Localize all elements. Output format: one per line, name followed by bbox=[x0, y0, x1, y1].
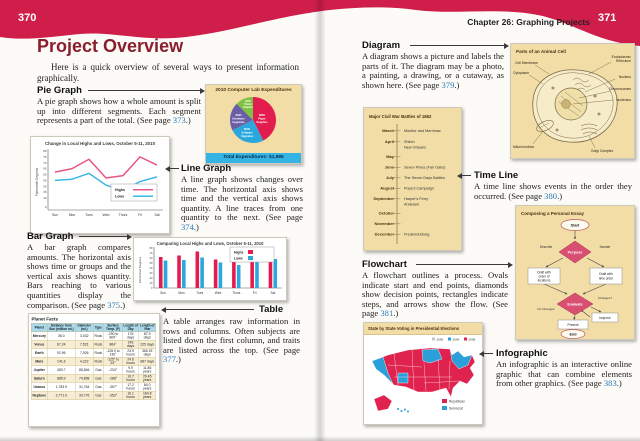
y-tick: 30 bbox=[149, 272, 153, 275]
planet-table-header: Diameter (mi.) bbox=[75, 323, 93, 332]
cell-distance: 1,783.9 bbox=[47, 383, 75, 392]
see-page: (See page bbox=[405, 79, 442, 90]
cell-temp: -288° bbox=[104, 374, 123, 383]
pie-body: A pie graph shows how a whole amount is split up into different segments. Each segment represents a part of the total. bbox=[37, 96, 201, 126]
table-body: A table arranges raw information in rows and columns. Often subjects are listed down the first column, and traits are listed across the top. bbox=[163, 316, 300, 355]
bar-lows-mon bbox=[182, 260, 186, 288]
year-label[interactable]: 2004 bbox=[452, 337, 460, 342]
cell-type: Rock bbox=[93, 357, 103, 366]
cell-type: Rock bbox=[93, 332, 103, 341]
pie-chart-card bbox=[205, 84, 302, 164]
timeline-card bbox=[363, 107, 462, 251]
cell-planet: Neptune bbox=[31, 391, 47, 400]
timeline-events bbox=[404, 129, 446, 237]
flowchart-title: Composing a Personal Essay bbox=[521, 211, 585, 216]
y-tick: 80 bbox=[149, 247, 153, 250]
pie-label: $250 bbox=[245, 100, 251, 103]
timeline-month: May bbox=[386, 154, 394, 159]
timeline-event: Pope's Campaign bbox=[404, 186, 434, 191]
year-label[interactable]: 2000 bbox=[436, 337, 444, 342]
cell-diameter: 7,521 bbox=[75, 340, 93, 349]
cell-temp: 864° bbox=[104, 340, 123, 349]
y-tick: 75 bbox=[43, 154, 47, 159]
year-swatch[interactable] bbox=[432, 338, 435, 341]
line-paragraph bbox=[181, 175, 303, 233]
republican-swatch bbox=[442, 399, 447, 403]
bar-lows-sun bbox=[164, 261, 168, 289]
section-heading-table: Table bbox=[259, 304, 284, 315]
leader-line-graph bbox=[170, 168, 179, 169]
timeline-body: A time line shows events in the order they occurred. bbox=[474, 181, 632, 201]
cell-diameter: 30,776 bbox=[75, 391, 93, 400]
cell-planet: Uranus bbox=[31, 383, 47, 392]
animal-cell-diagram bbox=[511, 44, 634, 158]
infographic-card bbox=[363, 322, 483, 425]
timeline-month: December bbox=[374, 231, 394, 237]
bar-body: A bar graph compares amounts. The horizontal axis shows time or groups and the vertical axis shows quantity. Bars reaching to various quantities display the comparison. bbox=[27, 242, 131, 310]
x-tick: Tues bbox=[196, 291, 204, 295]
table-row bbox=[31, 332, 156, 341]
x-tick: Tues bbox=[85, 213, 93, 217]
cell-year: 84.0 years bbox=[139, 383, 156, 392]
legend-label: Highs bbox=[115, 188, 125, 192]
year-swatch[interactable] bbox=[464, 338, 467, 341]
page-link-375[interactable]: 375 bbox=[107, 299, 121, 310]
timeline-month: October bbox=[378, 210, 394, 216]
planet-table-header: Type bbox=[93, 323, 103, 332]
pie-paragraph bbox=[37, 97, 201, 126]
bar-highs-mon bbox=[177, 256, 181, 289]
planet-table-body bbox=[31, 332, 156, 400]
chapter-header: Chapter 26: Graphing Projects bbox=[467, 17, 590, 27]
pie-label: $850 bbox=[259, 114, 265, 117]
legend-label: Highs bbox=[234, 250, 244, 255]
cell-day: 24.6 hours bbox=[122, 357, 138, 366]
line-chart bbox=[31, 137, 169, 233]
map-hawaii bbox=[397, 408, 409, 413]
table-paragraph bbox=[163, 317, 300, 365]
flowchart-purpose-label: Purpose bbox=[567, 250, 583, 255]
cell-drawing bbox=[533, 70, 617, 142]
page-link-380[interactable]: 380 bbox=[544, 190, 558, 201]
see-page: (See page bbox=[137, 115, 173, 126]
planet-table-header: Distance from Sun (million mi.) bbox=[49, 324, 74, 331]
cell-distance: 483.7 bbox=[47, 366, 75, 375]
timeline-months bbox=[373, 128, 394, 237]
planet-table bbox=[31, 323, 156, 400]
planet-table-header: Surface Temp. (F) bbox=[104, 323, 123, 332]
flowchart-changes-label: Changes? bbox=[597, 296, 613, 300]
timeline-month: April bbox=[384, 139, 394, 144]
flowchart-end-label: End bbox=[569, 332, 577, 337]
timeline-month: September bbox=[373, 196, 394, 201]
map-southwest-democrat bbox=[398, 373, 408, 383]
pie-label: Paper bbox=[258, 117, 266, 121]
us-election-map bbox=[364, 335, 482, 425]
cell-label-chromosomes: Chromosomes bbox=[608, 87, 631, 91]
see-page: (See page bbox=[568, 378, 604, 389]
page-gutter bbox=[314, 0, 326, 441]
year-label[interactable]: 2008 bbox=[468, 337, 476, 342]
leader-infographic bbox=[484, 353, 493, 354]
timeline-event: Seven Pines (Fair Oaks) bbox=[404, 165, 446, 170]
table-row bbox=[31, 349, 156, 358]
see-page-end: .) bbox=[616, 378, 622, 389]
line-chart-card bbox=[30, 136, 170, 234]
bar-highs-wed bbox=[214, 260, 218, 289]
section-heading-time-line: Time Line bbox=[474, 170, 519, 181]
page-link-377[interactable]: 377 bbox=[163, 354, 176, 365]
table-row bbox=[31, 357, 156, 366]
bar-lows-thurs bbox=[237, 265, 241, 288]
map-alaska bbox=[374, 395, 392, 411]
timeline-event: Harper's Ferry bbox=[404, 197, 429, 201]
see-page: (See page bbox=[71, 299, 108, 310]
timeline-event: New Orleans bbox=[404, 145, 426, 150]
flowchart-figure bbox=[516, 206, 634, 339]
flowchart-draft-left-line: Draft with bbox=[537, 270, 551, 275]
republican-label: Republican bbox=[449, 399, 465, 404]
y-tick: 20 bbox=[149, 277, 153, 280]
cell-type: Gas bbox=[93, 366, 103, 375]
flowchart-draft-right-line: time order bbox=[598, 276, 614, 281]
planet-table-title: Planet Facts bbox=[31, 316, 59, 322]
table-row bbox=[31, 383, 156, 392]
pie-chart bbox=[229, 96, 277, 144]
cell-diameter: 4,222 bbox=[75, 357, 93, 366]
section-heading-flowchart: Flowchart bbox=[362, 259, 407, 270]
map-year-legend bbox=[432, 337, 476, 341]
cell-type: Gas bbox=[93, 391, 103, 400]
cell-label-er: Endoplasmic bbox=[611, 55, 631, 59]
pie-label: Printer bbox=[244, 103, 252, 106]
x-tick: Fri bbox=[252, 291, 257, 295]
cell-distance: 885.9 bbox=[47, 374, 75, 383]
diagram-body: A diagram shows a picture and labels the parts of it. The diagram may be a photo, a painting, a drawing, or a cutaway, as shown here. bbox=[362, 51, 504, 90]
line-series-highs bbox=[55, 157, 157, 178]
cell-distance: 141.6 bbox=[47, 357, 75, 366]
bar-chart bbox=[134, 238, 286, 300]
timeline-event: The Seven Days Battles bbox=[404, 176, 445, 180]
pie-label: Supplies bbox=[256, 121, 268, 124]
y-tick: 60 bbox=[43, 172, 47, 177]
cell-day: 23.9 hours bbox=[122, 349, 138, 358]
cell-day: 9.9 hours bbox=[122, 366, 138, 375]
cell-type: Rock bbox=[93, 340, 103, 349]
intro-paragraph: Here is a quick overview of several ways to present information graphically. bbox=[37, 62, 299, 83]
y-tick: 0 bbox=[151, 287, 153, 290]
cell-year: 365.25 days bbox=[139, 349, 156, 358]
legend-label: Lows bbox=[115, 194, 125, 199]
flowchart-evaluate-label: Evaluate bbox=[567, 302, 583, 307]
cell-diameter: 31,764 bbox=[75, 383, 93, 392]
cell-label-nucleus: Nucleus bbox=[618, 75, 631, 79]
y-tick: 70 bbox=[149, 252, 153, 255]
year-swatch[interactable] bbox=[448, 338, 451, 341]
cell-day: 243 days bbox=[122, 340, 138, 349]
timeline-month: June bbox=[384, 164, 394, 170]
flowchart-shapes bbox=[528, 220, 622, 339]
section-heading-diagram: Diagram bbox=[362, 40, 401, 51]
pie-label: Hardware bbox=[232, 117, 245, 121]
timeline-figure bbox=[364, 108, 461, 250]
cell-year: 29.45 years bbox=[139, 374, 156, 383]
flowchart-no-changes-label: No Changes bbox=[537, 307, 555, 311]
cell-label-membrane: Cell Membrane bbox=[515, 61, 538, 65]
x-tick: Sun bbox=[160, 291, 166, 295]
leader-table bbox=[166, 309, 254, 310]
cell-day: 16.1 hours bbox=[122, 391, 138, 400]
cell-diameter: 3,032 bbox=[75, 332, 93, 341]
page-link-379[interactable]: 379 bbox=[441, 79, 455, 90]
x-tick: Thurs bbox=[232, 291, 241, 295]
cell-label-cytoplasm: Cytoplasm bbox=[513, 71, 530, 75]
cell-year: 225 days bbox=[139, 340, 156, 349]
flowchart-body: A flowchart outlines a process. Ovals indicate start and end points, diamonds show decision points, rectangles indicate steps, and arrows show the flow. bbox=[362, 270, 508, 309]
pie-label: $395 bbox=[235, 114, 242, 117]
leader-pie bbox=[88, 90, 200, 91]
timeline-month: March bbox=[382, 128, 394, 133]
cell-planet: Earth bbox=[31, 349, 47, 358]
y-tick: 60 bbox=[149, 257, 153, 260]
y-tick: 40 bbox=[149, 267, 153, 270]
line-chart-title: Change in Local Highs and Lows, October 5-11, 2010 bbox=[44, 141, 156, 146]
bar-lows-wed bbox=[219, 263, 223, 289]
pie-label: Supplies bbox=[243, 106, 253, 109]
planet-table-header: Length of Year bbox=[140, 324, 155, 331]
see-page: (See page bbox=[362, 298, 508, 319]
democrat-swatch bbox=[442, 406, 447, 410]
cell-temp: -290 to 800° bbox=[104, 332, 123, 341]
x-tick: Thurs bbox=[118, 213, 128, 217]
pie-chart-title: 2010 Computer Lab Expenditures bbox=[215, 88, 292, 93]
map-title: State by State Voting in Presidential Elections bbox=[364, 323, 482, 335]
x-tick: Mon bbox=[68, 213, 76, 217]
animal-cell-card bbox=[510, 43, 635, 159]
cell-label-nucleolus: Nucleolus bbox=[616, 98, 631, 102]
see-page: (See page bbox=[508, 190, 545, 201]
flowchart-paragraph bbox=[362, 271, 508, 319]
see-page-end: .) bbox=[120, 299, 126, 310]
legend-label: Lows bbox=[234, 256, 243, 261]
map-party-legend bbox=[442, 399, 465, 411]
see-page: (See page bbox=[263, 344, 300, 355]
cell-diameter: 7,926 bbox=[75, 349, 93, 358]
y-tick: 55 bbox=[43, 178, 47, 183]
x-tick: Sat bbox=[154, 213, 160, 217]
planet-table-header-row bbox=[31, 323, 156, 332]
democrat-label: Democrat bbox=[449, 406, 463, 411]
table-row bbox=[31, 366, 156, 375]
bar-highs-tues bbox=[196, 252, 200, 289]
cell-type: Rock bbox=[93, 349, 103, 358]
cell-label-er2: Reticulum bbox=[615, 59, 631, 63]
x-tick: Wed bbox=[102, 213, 110, 217]
timeline-event: Monitor and Merrimac bbox=[404, 129, 441, 133]
cell-day: 10.7 hours bbox=[122, 374, 138, 383]
bar-lows-sat bbox=[273, 259, 277, 288]
diagram-paragraph bbox=[362, 52, 504, 90]
flowchart-improve-label: Improve bbox=[599, 315, 611, 320]
page-title: Project Overview bbox=[37, 36, 184, 56]
bar-lows-tues bbox=[200, 258, 204, 289]
cell-planet: Mars bbox=[31, 357, 47, 366]
bar-chart-ylabel: Fahrenheit Degrees bbox=[138, 256, 142, 284]
see-page-end: .) bbox=[454, 79, 460, 90]
timeline-month: November bbox=[374, 221, 394, 226]
bar-paragraph bbox=[27, 243, 131, 310]
section-heading-infographic: Infographic bbox=[496, 348, 548, 359]
see-page-end: .) bbox=[557, 190, 563, 201]
infographic-body: An infographic is an interactive online graphic that can combine elements from other graphics. bbox=[496, 359, 632, 389]
leader-diagram bbox=[410, 45, 504, 46]
leader-flowchart bbox=[416, 264, 508, 265]
cell-type: Gas bbox=[93, 374, 103, 383]
cell-diagram-title: Parts of an Animal Cell bbox=[516, 49, 566, 54]
legend-swatch bbox=[248, 250, 253, 254]
cell-distance: 92.96 bbox=[47, 349, 75, 358]
planet-facts-card bbox=[28, 313, 160, 427]
see-page-end: .) bbox=[185, 115, 191, 126]
y-tick: 10 bbox=[149, 282, 153, 285]
pie-label: Upgrades bbox=[232, 121, 245, 124]
legend-swatch bbox=[248, 256, 253, 260]
timeline-event: Shiloh bbox=[404, 140, 415, 144]
cell-year: 687 days bbox=[139, 357, 156, 366]
pie-label: Software bbox=[241, 131, 253, 135]
flowchart-draft-left-line: locations bbox=[537, 278, 551, 283]
cell-label-mitochondrion: Mitochondrion bbox=[513, 145, 535, 149]
x-tick: Sat bbox=[270, 291, 276, 295]
cell-temp: -128.9 to 136° bbox=[104, 349, 123, 358]
cell-year: 164.8 years bbox=[139, 391, 156, 400]
line-body: A line graph shows changes over time. The horizontal axis shows time and the vertical axis shows quantity. A line traces from one quantity to the next. bbox=[181, 174, 303, 223]
flowchart-present-label: Present bbox=[567, 322, 579, 327]
table-row bbox=[31, 340, 156, 349]
timeline-paragraph bbox=[474, 182, 632, 201]
line-chart-ylabel: Fahrenheit Degrees bbox=[35, 167, 39, 197]
bar-lows-fri bbox=[255, 261, 259, 288]
y-tick: 45 bbox=[43, 190, 47, 195]
pie-label: $500 bbox=[244, 128, 250, 131]
see-page-end: .) bbox=[175, 354, 181, 365]
page-link-383[interactable]: 383 bbox=[603, 378, 617, 389]
flowchart-start-label: Start bbox=[570, 223, 580, 228]
bar-highs-sun bbox=[159, 257, 163, 288]
planet-table-header: Length of Day bbox=[123, 324, 138, 331]
timeline-title: Major Civil War Battles of 1862 bbox=[369, 114, 432, 119]
bar-highs-thurs bbox=[232, 259, 236, 289]
cell-year: 87.9 days bbox=[139, 332, 156, 341]
y-tick: 70 bbox=[43, 160, 47, 165]
cell-year: 11.86 years bbox=[139, 366, 156, 375]
cell-temp: -125° to 23° bbox=[104, 357, 123, 366]
timeline-month: August bbox=[380, 185, 394, 191]
section-heading-line-graph: Line Graph bbox=[181, 163, 232, 174]
cell-diameter: 74,898 bbox=[75, 374, 93, 383]
leader-bar-graph bbox=[79, 236, 127, 237]
page-number-left: 370 bbox=[18, 12, 37, 24]
flowchart-narrate-label: Narrate bbox=[599, 245, 611, 249]
x-tick: Fri bbox=[138, 213, 142, 217]
y-tick: 65 bbox=[43, 166, 47, 171]
cell-day: 17.2 hours bbox=[122, 383, 138, 392]
page-bottom-edge bbox=[0, 436, 640, 441]
cell-day: 176 days bbox=[122, 332, 138, 341]
cell-diameter: 88,846 bbox=[75, 366, 93, 375]
table-row bbox=[31, 374, 156, 383]
flowchart-draft-right-line: Draft with bbox=[599, 272, 613, 276]
infographic-paragraph bbox=[496, 360, 632, 389]
cell-planet: Venus bbox=[31, 340, 47, 349]
x-tick: Wed bbox=[214, 291, 222, 295]
cell-planet: Saturn bbox=[31, 374, 47, 383]
planet-table-header: Planet bbox=[31, 323, 47, 332]
cell-temp: -357° bbox=[104, 383, 123, 392]
page-link-373[interactable]: 373 bbox=[172, 115, 186, 126]
flowchart-draft-left-line: order of bbox=[538, 274, 550, 279]
cell-distance: 36.0 bbox=[47, 332, 75, 341]
page-link-374[interactable]: 374 bbox=[181, 221, 194, 232]
y-tick: 80 bbox=[43, 149, 47, 153]
timeline-event: Antietam bbox=[404, 202, 419, 207]
leader-time-line bbox=[462, 175, 471, 176]
y-tick-zero: 0 bbox=[44, 205, 47, 209]
pie-total-bar: Total Expenditures: $1,995 bbox=[206, 153, 301, 163]
cell-type: Gas bbox=[93, 383, 103, 392]
pie-label: Upgrades bbox=[240, 135, 254, 138]
see-page-end: .) bbox=[193, 221, 199, 232]
section-heading-bar-graph: Bar Graph bbox=[27, 231, 74, 242]
cell-planet: Mercury bbox=[31, 332, 47, 341]
cell-label-golgi: Golgi Complex bbox=[591, 149, 614, 153]
x-tick: Sun bbox=[51, 213, 59, 217]
page-link-381[interactable]: 381 bbox=[380, 308, 394, 319]
timeline-month: July bbox=[385, 175, 394, 180]
table-row bbox=[31, 391, 156, 400]
cell-distance: 2,771.0 bbox=[47, 391, 75, 400]
y-tick: 40 bbox=[43, 196, 47, 200]
y-tick: 50 bbox=[43, 184, 47, 189]
bar-chart-title: Comparing Local Highs and Lows, October 5-11, 2010 bbox=[156, 241, 264, 246]
cell-temp: -353° bbox=[104, 391, 123, 400]
bar-chart-card bbox=[133, 237, 287, 301]
page-number-right: 371 bbox=[598, 12, 617, 24]
see-page-end: .) bbox=[393, 308, 399, 319]
y-tick: 50 bbox=[149, 262, 153, 265]
section-heading-pie-graph: Pie Graph bbox=[37, 85, 82, 96]
flowchart-describe-label: Describe bbox=[539, 245, 553, 249]
see-page: (See page bbox=[265, 212, 303, 223]
flowchart-card bbox=[515, 205, 635, 340]
cell-distance: 67.24 bbox=[47, 340, 75, 349]
cell-temp: -234° bbox=[104, 366, 123, 375]
x-tick: Mon bbox=[178, 291, 185, 295]
timeline-event: Fredericksburg bbox=[404, 232, 430, 237]
cell-planet: Jupiter bbox=[31, 366, 47, 375]
